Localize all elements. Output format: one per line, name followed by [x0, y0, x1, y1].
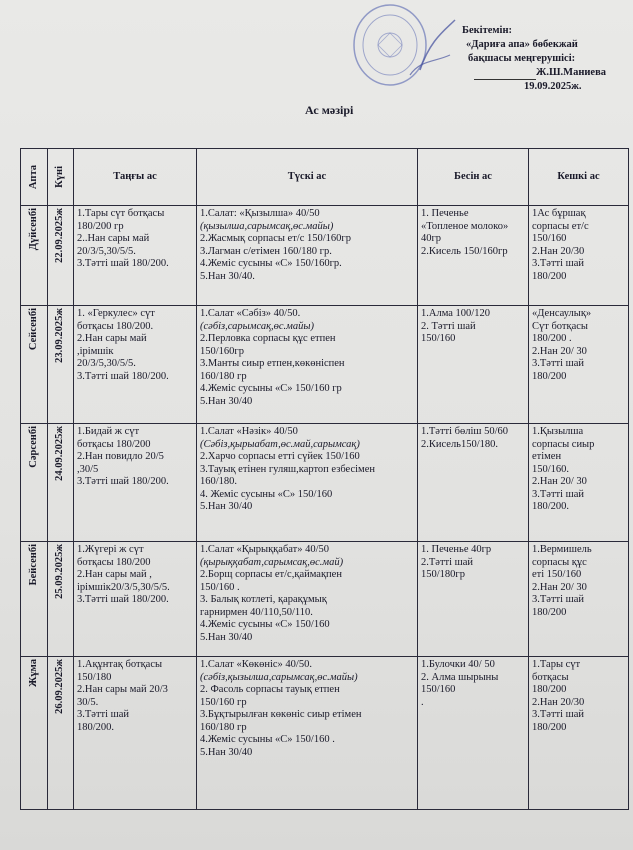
lunch-cell	[197, 424, 418, 542]
lunch-item: 160/180.	[200, 476, 238, 487]
dinner-item: 2.Нан 20/ 30	[532, 581, 587, 593]
day-cell: Дүйсенбі	[21, 206, 48, 306]
dinner-item: 3.Тәтті шай	[532, 594, 585, 605]
lunch-item: 160/180 гр	[200, 370, 247, 382]
table-row	[21, 206, 629, 306]
breakfast-item: 3.Тәтті шай 180/200.	[77, 594, 169, 605]
dinner-item: 180/200 .	[532, 333, 572, 344]
lunch-item: 1.Салат «Қырыққабат» 40/50	[200, 544, 330, 555]
menu-table	[20, 148, 629, 810]
breakfast-item: 3.Тәтті шай	[77, 709, 130, 720]
lunch-item: (қызылша,сарымсақ,өс.майы)	[200, 220, 334, 232]
lunch-item: 3.Лагман с/етімен 160/180 гр.	[200, 245, 332, 257]
dinner-item: 180/200	[532, 370, 567, 382]
breakfast-cell	[74, 424, 197, 542]
dinner-item: 1.Қызылша	[532, 426, 584, 437]
lunch-item: 5.Нан 30/40.	[200, 270, 255, 282]
lunch-item: 5.Нан 30/40	[200, 501, 253, 512]
dinner-cell	[529, 657, 629, 810]
dinner-item: 3.Тәтті шай	[532, 488, 585, 500]
dinner-item: 1.Вермишель	[532, 544, 592, 555]
breakfast-item: 20/3/5,30/5/5.	[77, 358, 136, 369]
approval-org: «Дариға апа» бөбекжай	[466, 39, 578, 50]
snack-item: 1.Алма 100/120	[421, 308, 490, 319]
approval-date: 19.09.2025ж.	[524, 81, 582, 92]
lunch-item: 1.Салат «Нәзік» 40/50	[200, 426, 298, 437]
lunch-item: 1.Салат «Көкөніс» 40/50.	[200, 659, 312, 670]
dinner-item: 1Ас бұршақ	[532, 208, 586, 219]
date-cell: 26.09.2025ж	[48, 657, 74, 810]
date-cell: 24.09.2025ж	[48, 424, 74, 542]
lunch-item: 3.Манты сиыр етпен,көкөніспен	[200, 358, 345, 369]
col-header-date: Күні	[48, 149, 74, 206]
lunch-cell	[197, 306, 418, 424]
lunch-item: 2. Фасоль сорпасы тауық етпен	[200, 684, 340, 695]
snack-item: 2. Алма шырыны	[421, 671, 499, 683]
dinner-item: 1.Тары сүт	[532, 659, 581, 670]
breakfast-item: 2..Нан сары май	[77, 233, 150, 244]
page-title: Ас мәзірі	[305, 103, 354, 117]
snack-item: «Топленое молоко»	[421, 220, 509, 232]
breakfast-item: ботқасы 180/200.	[77, 320, 154, 332]
signature-line	[474, 79, 536, 80]
table-row	[21, 306, 629, 424]
breakfast-item: 2.Нан сары май ,	[77, 569, 152, 580]
lunch-item: 2.Харчо сорпасы етті сүйек 150/160	[200, 451, 360, 462]
snack-cell	[418, 657, 529, 810]
dinner-item: Сүт ботқасы	[532, 320, 588, 332]
col-header-week: Апта	[21, 149, 48, 206]
breakfast-item: 30/5.	[77, 696, 99, 708]
snack-cell	[418, 306, 529, 424]
day-cell: Сәрсенбі	[21, 424, 48, 542]
breakfast-item: 2.Нан сары май 20/3	[77, 684, 168, 695]
dinner-cell	[529, 424, 629, 542]
breakfast-cell	[74, 206, 197, 306]
lunch-cell	[197, 657, 418, 810]
dinner-item: ботқасы	[532, 671, 569, 683]
breakfast-item: 3.Тәтті шай 180/200.	[77, 370, 169, 382]
snack-item: 1. Печенье 40гр	[421, 544, 492, 555]
approval-name: Ж.Ш.Маниева	[536, 67, 607, 78]
lunch-item: (сәбіз,сарымсақ,өс.майы)	[200, 320, 314, 332]
breakfast-item: ірімшік20/3/5,30/5/5.	[77, 581, 170, 593]
dinner-item: 2.Нан 20/30	[532, 245, 585, 257]
col-header-lunch: Түскі ас	[197, 149, 418, 206]
breakfast-item: 3.Тәтті шай 180/200.	[77, 258, 169, 269]
approval-block	[462, 24, 627, 94]
dinner-item: сорпасы сиыр	[532, 438, 595, 450]
snack-item: 150/180гр	[421, 569, 465, 580]
date-cell: 22.09.2025ж	[48, 206, 74, 306]
lunch-item: 5.Нан 30/40	[200, 746, 253, 758]
breakfast-item: 1.Ақұнтақ ботқасы	[77, 659, 163, 670]
snack-item: 150/160	[421, 333, 456, 344]
snack-item: 2.Кисель 150/160гр	[421, 245, 508, 257]
col-header-snack: Бесін ас	[418, 149, 529, 206]
lunch-item: (қырыққабат,сарымсақ,өс.май)	[200, 556, 344, 568]
snack-item: 2.Тәтті шай	[421, 556, 474, 568]
breakfast-item: ботқасы 180/200	[77, 556, 151, 568]
lunch-item: 3. Балық котлеті, қарақұмық	[200, 594, 327, 605]
lunch-item: (Сәбіз,қырыабат,өс.май,сарымсақ)	[200, 438, 360, 450]
lunch-item: 150/160 гр	[200, 696, 247, 708]
lunch-item: 1.Салат «Сәбіз» 40/50.	[200, 308, 301, 319]
approval-position: бақшасы меңгерушісі:	[468, 53, 576, 64]
dinner-cell	[529, 306, 629, 424]
snack-cell	[418, 542, 529, 657]
table-row	[21, 542, 629, 657]
breakfast-item: 3.Тәтті шай 180/200.	[77, 476, 169, 487]
lunch-item: (сәбіз,қызылша,сарымсақ,өс.майы)	[200, 671, 358, 683]
breakfast-item: 1.Тары сүт ботқасы	[77, 208, 165, 219]
dinner-item: 2.Нан 20/ 30	[532, 345, 587, 357]
breakfast-item: 20/3/5,30/5/5.	[77, 245, 136, 257]
table-header-row	[21, 149, 629, 206]
snack-item: 1. Печенье	[421, 208, 469, 219]
dinner-item: сорпасы құс	[532, 556, 587, 568]
day-cell: Сейсенбі	[21, 306, 48, 424]
breakfast-item: 1. «Геркулес» сүт	[77, 308, 155, 319]
col-header-breakfast: Таңғы ас	[74, 149, 197, 206]
breakfast-item: ботқасы 180/200	[77, 438, 151, 450]
dinner-item: еті 150/160	[532, 569, 582, 580]
lunch-item: 5.Нан 30/40	[200, 631, 253, 643]
lunch-item: 150/160 .	[200, 581, 240, 593]
dinner-item: 150/160.	[532, 463, 570, 475]
dinner-item: 2.Нан 20/ 30	[532, 476, 587, 487]
breakfast-item: 2.Нан повидло 20/5	[77, 451, 164, 462]
lunch-item: гарнирмен 40/110,50/110.	[200, 606, 313, 618]
snack-item: 150/160	[421, 684, 456, 695]
dinner-item: сорпасы ет/с	[532, 220, 589, 232]
breakfast-item: ,ірімшік	[77, 345, 114, 357]
lunch-item: 4. Жеміс сусыны «С» 150/160	[200, 488, 333, 500]
breakfast-item: 150/180	[77, 671, 112, 683]
breakfast-cell	[74, 306, 197, 424]
breakfast-item: 180/200.	[77, 721, 115, 733]
snack-item: 1.Булочки 40/ 50	[421, 659, 495, 670]
dinner-item: «Денсаулық»	[532, 308, 592, 319]
breakfast-item: 1.Бидай ж сүт	[77, 426, 140, 437]
lunch-cell	[197, 206, 418, 306]
dinner-item: 3.Тәтті шай	[532, 358, 585, 369]
snack-item: 2. Тәтті шай	[421, 320, 476, 332]
lunch-item: 5.Нан 30/40	[200, 395, 253, 407]
snack-item: 1.Тәтті бөліш 50/60	[421, 426, 509, 437]
dinner-item: 2.Нан 20/30	[532, 696, 585, 708]
snack-item: 2.Кисель150/180.	[421, 438, 499, 450]
col-header-dinner: Кешкі ас	[529, 149, 629, 206]
lunch-item: 4.Жеміс сусыны «С» 150/160гр.	[200, 258, 342, 269]
lunch-item: 4.Жеміс сусыны «С» 150/160	[200, 619, 330, 630]
lunch-item: 4.Жеміс сусыны «С» 150/160 гр	[200, 383, 342, 394]
snack-cell	[418, 424, 529, 542]
dinner-item: етімен	[532, 451, 562, 462]
lunch-item: 150/160гр	[200, 345, 244, 357]
snack-item: 40гр	[421, 233, 442, 244]
dinner-cell	[529, 542, 629, 657]
dinner-item: 180/200	[532, 721, 567, 733]
lunch-item: 2.Перловка сорпасы құс етпен	[200, 333, 336, 344]
breakfast-cell	[74, 657, 197, 810]
dinner-item: 180/200	[532, 606, 567, 618]
breakfast-item: 180/200 гр	[77, 220, 124, 232]
lunch-cell	[197, 542, 418, 657]
lunch-item: 3.Бұқтырылған көкөніс сиыр етімен	[200, 709, 362, 720]
dinner-item: 150/160	[532, 233, 567, 244]
snack-cell	[418, 206, 529, 306]
breakfast-item: 2.Нан сары май	[77, 333, 147, 344]
breakfast-item: 1.Жүгері ж сүт	[77, 544, 144, 555]
table-row	[21, 424, 629, 542]
dinner-item: 3.Тәтті шай	[532, 258, 585, 269]
lunch-item: 1.Салат: «Қызылша» 40/50	[200, 208, 320, 219]
table-row	[21, 657, 629, 810]
stamp-seal-icon	[350, 0, 460, 95]
lunch-item: 2.Жасмық сорпасы ет/с 150/160гр	[200, 233, 351, 244]
dinner-item: 180/200.	[532, 501, 570, 512]
lunch-item: 3.Тауық етінен гуляш,картоп езбесімен	[200, 463, 375, 475]
dinner-item: 180/200	[532, 270, 567, 282]
dinner-item: 180/200	[532, 684, 567, 695]
lunch-item: 2.Борщ сорпасы ет/с,қаймақпен	[200, 569, 342, 580]
breakfast-cell	[74, 542, 197, 657]
date-cell: 25.09.2025ж	[48, 542, 74, 657]
lunch-item: 160/180 гр	[200, 721, 247, 733]
day-cell: Жұма	[21, 657, 48, 810]
breakfast-item: ,30/5	[77, 463, 99, 475]
snack-item: .	[421, 696, 424, 708]
approval-heading: Бекітемін:	[462, 25, 513, 36]
dinner-cell	[529, 206, 629, 306]
dinner-item: 3.Тәтті шай	[532, 709, 585, 720]
date-cell: 23.09.2025ж	[48, 306, 74, 424]
lunch-item: 4.Жеміс сусыны «С» 150/160 .	[200, 734, 335, 745]
day-cell: Бейсенбі	[21, 542, 48, 657]
